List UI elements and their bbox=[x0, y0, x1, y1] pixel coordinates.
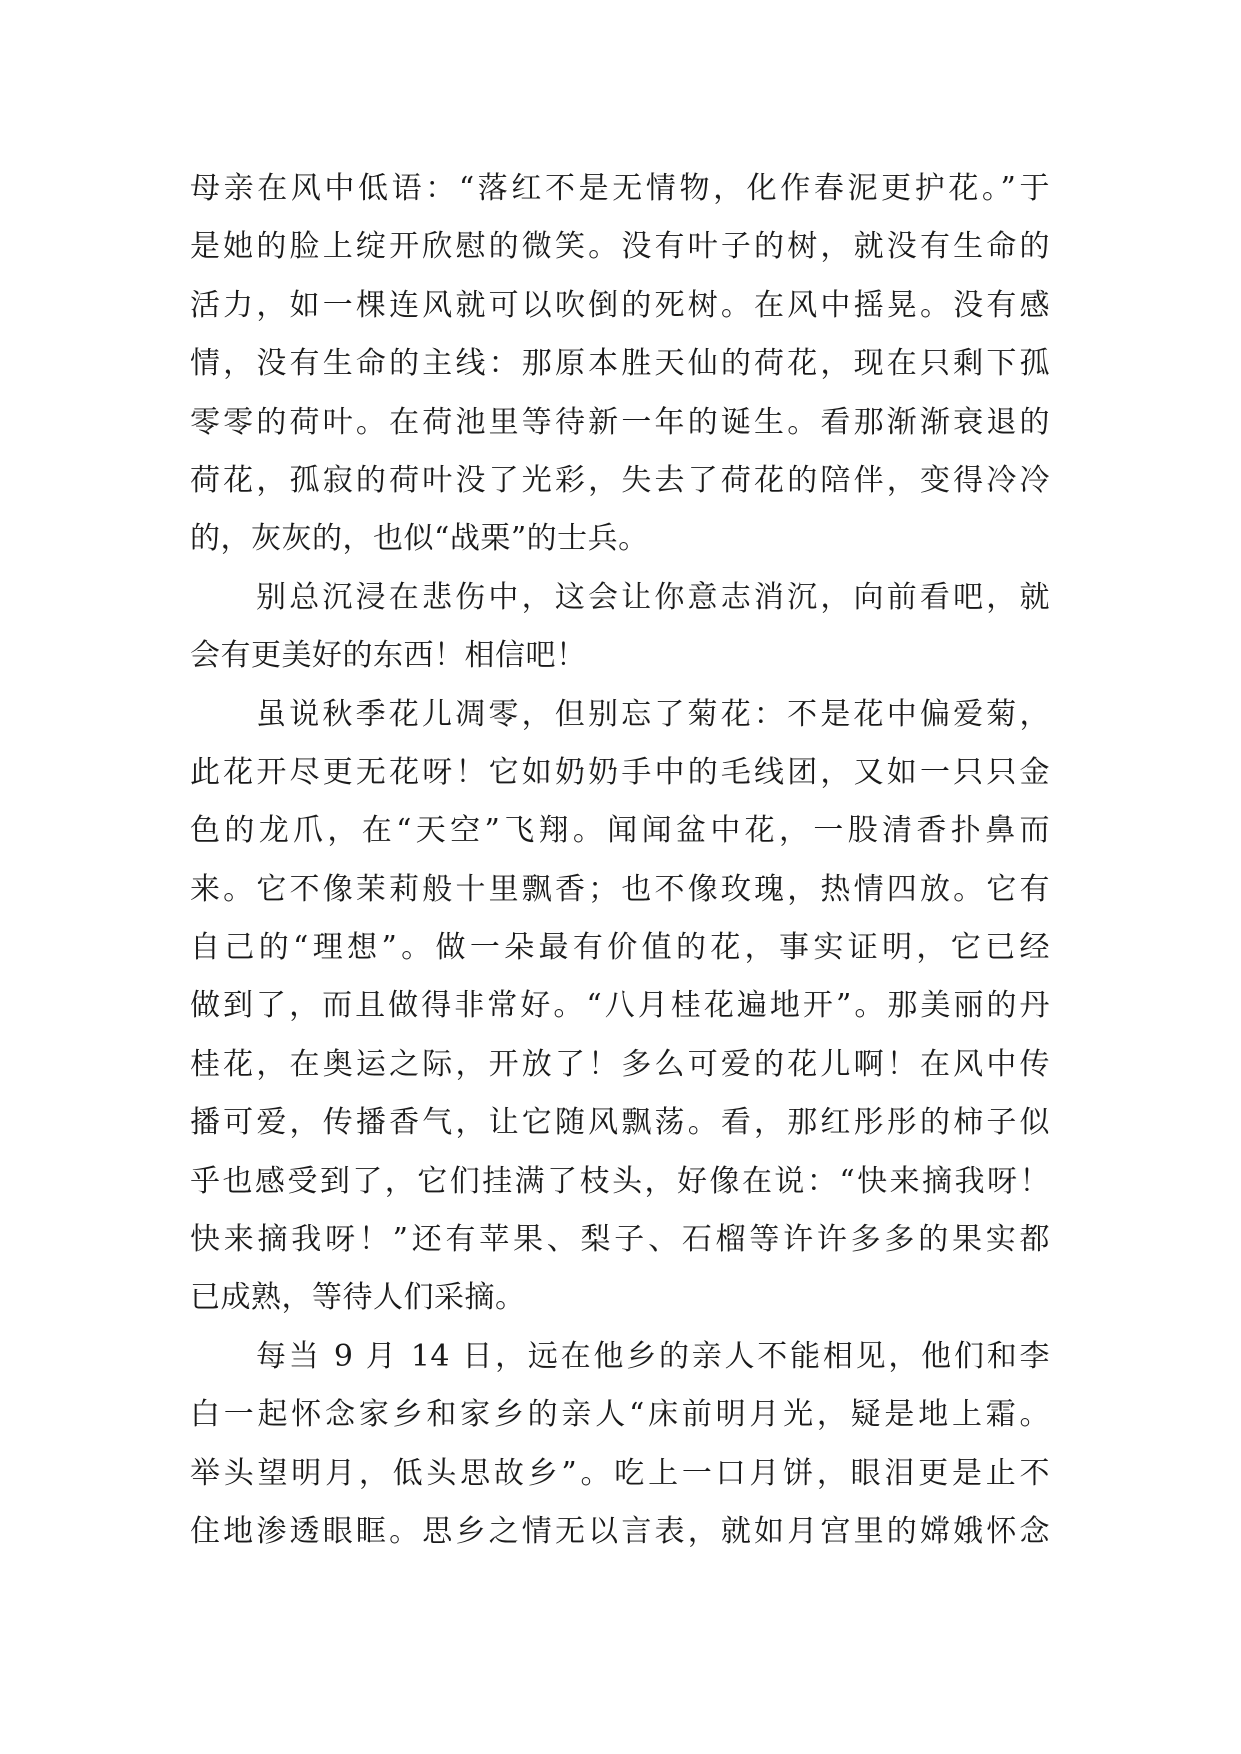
text-line: 情，没有生命的主线：那原本胜天仙的荷花，现在只剩下孤 bbox=[190, 346, 1050, 382]
text-line: 每当 9 月 14 日，远在他乡的亲人不能相见，他们和李 bbox=[256, 1338, 1050, 1374]
body-text bbox=[190, 160, 1050, 1561]
text-line: 住地渗透眼眶。思乡之情无以言表，就如月宫里的嫦娥怀念 bbox=[190, 1513, 1050, 1549]
text-line: 虽说秋季花儿凋零，但别忘了菊花：不是花中偏爱菊， bbox=[256, 696, 1050, 732]
text-line: 零零的荷叶。在荷池里等待新一年的诞生。看那渐渐衰退的 bbox=[190, 404, 1050, 440]
text-line: 举头望明月，低头思故乡”。吃上一口月饼，眼泪更是止不 bbox=[190, 1455, 1050, 1491]
text-line: 会有更美好的东西！相信吧！ bbox=[190, 638, 587, 674]
text-line: 母亲在风中低语：“落红不是无情物，化作春泥更护花。”于 bbox=[190, 171, 1050, 206]
text-line: 色的龙爪，在“天空”飞翔。闻闻盆中花，一股清香扑鼻而 bbox=[190, 813, 1050, 849]
text-line: 快来摘我呀！”还有苹果、梨子、石榴等许许多多的果实都 bbox=[190, 1222, 1050, 1258]
text-line: 荷花，孤寂的荷叶没了光彩，失去了荷花的陪伴，变得冷冷 bbox=[190, 462, 1050, 498]
text-line: 是她的脸上绽开欣慰的微笑。没有叶子的树，就没有生命的 bbox=[190, 229, 1050, 265]
text-line: 已成熟，等待人们采摘。 bbox=[190, 1280, 526, 1316]
text-line: 桂花，在奥运之际，开放了！多么可爱的花儿啊！在风中传 bbox=[190, 1046, 1050, 1082]
text-line: 白一起怀念家乡和家乡的亲人“床前明月光，疑是地上霜。 bbox=[190, 1397, 1050, 1433]
text-line: 的，灰灰的，也似“战栗”的士兵。 bbox=[190, 521, 649, 557]
text-line: 播可爱，传播香气，让它随风飘荡。看，那红彤彤的柿子似 bbox=[190, 1105, 1050, 1141]
text-line: 自己的“理想”。做一朵最有价值的花，事实证明，它已经 bbox=[190, 930, 1050, 966]
text-line: 活力，如一棵连风就可以吹倒的死树。在风中摇晃。没有感 bbox=[190, 287, 1050, 323]
text-line: 别总沉浸在悲伤中，这会让你意志消沉，向前看吧，就 bbox=[256, 579, 1050, 615]
text-line: 乎也感受到了，它们挂满了枝头，好像在说：“快来摘我呀！ bbox=[190, 1163, 1050, 1199]
text-line: 此花开尽更无花呀！它如奶奶手中的毛线团，又如一只只金 bbox=[190, 754, 1050, 790]
text-line: 做到了，而且做得非常好。“八月桂花遍地开”。那美丽的丹 bbox=[190, 988, 1050, 1024]
text-line: 来。它不像茉莉般十里飘香；也不像玫瑰，热情四放。它有 bbox=[190, 871, 1050, 907]
